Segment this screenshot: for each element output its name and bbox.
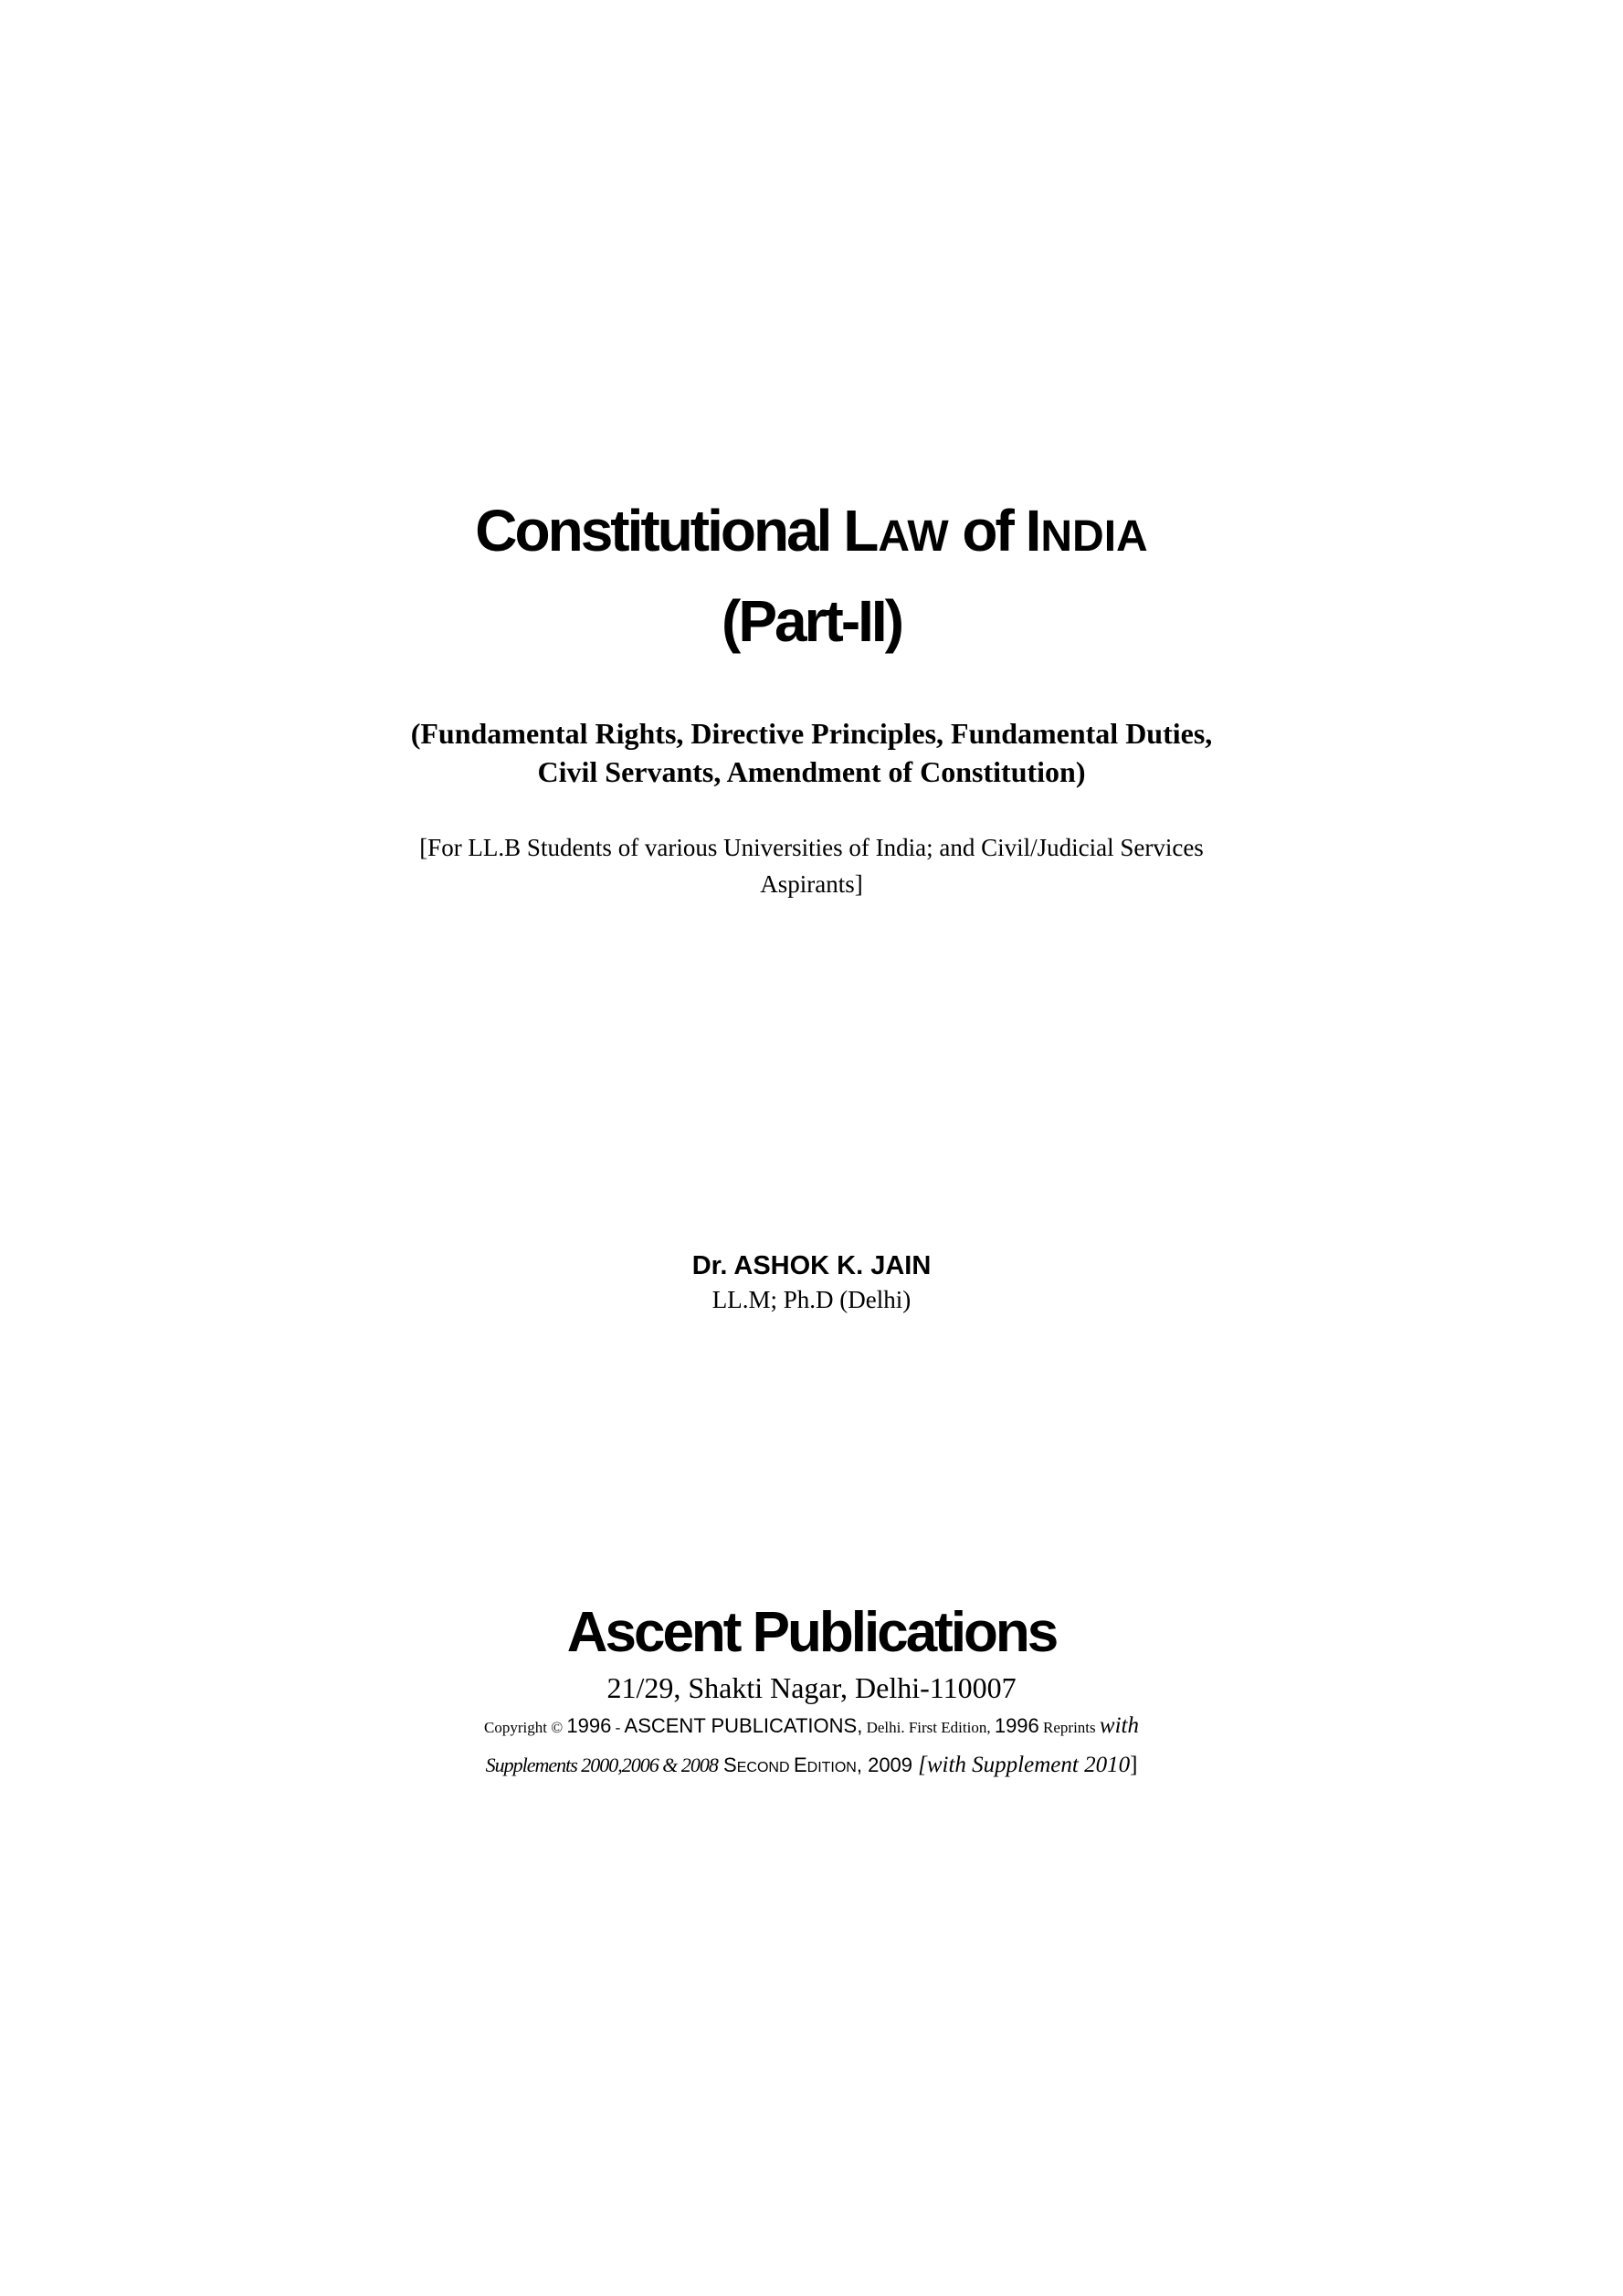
closing-bracket: ] [1130, 1753, 1138, 1777]
copyright-notice [0, 1708, 1623, 1786]
second-rest: ECOND [736, 1760, 794, 1775]
author-name: Dr. ASHOK K. JAIN [691, 1251, 932, 1280]
copyright-year: 1996 [566, 1714, 612, 1737]
title-letters-aw: AW [878, 512, 949, 561]
title-letter-i: I [1025, 498, 1041, 563]
second-edition-year: , 2009 [856, 1754, 919, 1776]
copyright-line2 [0, 1747, 1623, 1786]
publisher-name: Ascent Publications [566, 1601, 1057, 1664]
second-s: S [717, 1754, 737, 1776]
audience-line2: Aspirants] [760, 870, 863, 898]
title-letter-l: L [843, 498, 879, 563]
edition-e: E [793, 1754, 807, 1776]
title-letters-ndia: NDIA [1040, 512, 1148, 561]
author-qualifications: LL.M; Ph.D (Delhi) [711, 1286, 912, 1313]
publisher-address: 21/29, Shakti Nagar, Delhi-110007 [606, 1671, 1017, 1704]
reprints-with: with [1099, 1713, 1139, 1738]
title-word-of: of [948, 498, 1026, 563]
title-word-constitutional: Constitutional [475, 498, 844, 563]
subtitle-line1: (Fundamental Rights, Directive Principles, Fundamental Duties, [410, 717, 1213, 750]
book-subtitle [0, 714, 1623, 791]
copyright-line1 [0, 1708, 1623, 1747]
copyright-label: Copyright © [484, 1719, 567, 1736]
book-title-line1 [0, 489, 1623, 579]
first-edition-year: 1996 [994, 1714, 1039, 1737]
subtitle-line2: Civil Servants, Amendment of Constitution) [537, 755, 1086, 788]
reprints-label: Reprints [1038, 1719, 1100, 1736]
edition-rest: DITION [806, 1760, 857, 1775]
target-audience [0, 829, 1623, 902]
copyright-dash: - [611, 1719, 625, 1736]
book-title [0, 489, 1623, 663]
audience-line1: [For LL.B Students of various Universities of India; and Civil/Judicial Services [419, 834, 1204, 861]
book-title-line2: (Part-II) [722, 588, 901, 654]
copyright-publisher: ASCENT PUBLICATIONS, [624, 1714, 863, 1737]
supplements-list: Supplements 2000,2006 & 2008 [485, 1754, 718, 1776]
first-edition-label: Delhi. First Edition, [862, 1719, 995, 1736]
supplement-2010: [with Supplement 2010 [918, 1753, 1131, 1777]
